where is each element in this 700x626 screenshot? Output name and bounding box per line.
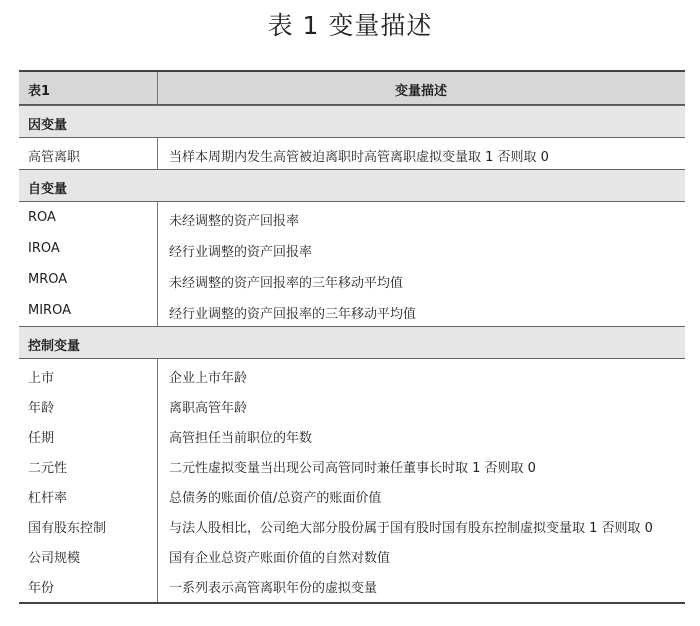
variable-description: 未经调整的资产回报率的三年移动平均值 xyxy=(169,276,404,291)
variable-name: 高管离职 xyxy=(28,150,81,165)
variable-description: 总债务的账面价值/总资产的账面价值 xyxy=(169,491,382,506)
variable-name: MIROA xyxy=(28,303,71,318)
table-row xyxy=(19,539,685,570)
header-col-description: 变量描述 xyxy=(394,84,447,99)
variable-description: 高管担任当前职位的年数 xyxy=(169,431,313,446)
variable-name: 公司规模 xyxy=(28,551,81,566)
table-row xyxy=(19,479,685,510)
variable-description: 离职高管年龄 xyxy=(169,401,248,416)
variable-name: 杠杆率 xyxy=(28,491,68,506)
table-row xyxy=(19,419,685,450)
table-row xyxy=(19,389,685,420)
table-header-row xyxy=(19,72,685,105)
section-independent-variable xyxy=(19,169,685,202)
variable-description: 国有企业总资产账面价值的自然对数值 xyxy=(169,551,391,566)
variable-name: 年份 xyxy=(28,581,55,596)
table-title: 表 1 变量描述 xyxy=(267,11,433,40)
table-row xyxy=(19,509,685,540)
section-label: 控制变量 xyxy=(28,339,81,354)
table-row xyxy=(19,449,685,480)
variable-name: 上市 xyxy=(28,371,55,386)
variable-description: 与法人股相比，公司绝大部分股份属于国有股时国有股东控制虚拟变量取 1 否则取 0 xyxy=(169,521,653,536)
variable-description: 二元性虚拟变量当出现公司高管同时兼任董事长时取 1 否则取 0 xyxy=(169,461,536,476)
variable-name: 年龄 xyxy=(28,401,55,416)
variable-description: 未经调整的资产回报率 xyxy=(169,214,300,229)
variable-table xyxy=(19,70,685,604)
section-label: 因变量 xyxy=(28,118,68,133)
table-row xyxy=(19,264,685,295)
variable-description: 经行业调整的资产回报率 xyxy=(169,245,313,260)
table-row xyxy=(19,233,685,264)
section-dependent-variable xyxy=(19,105,685,138)
variable-name: 国有股东控制 xyxy=(28,521,107,536)
table-row xyxy=(19,295,685,326)
table-row xyxy=(19,202,685,233)
variable-name: 任期 xyxy=(28,431,55,446)
section-label: 自变量 xyxy=(28,182,68,197)
variable-name: ROA xyxy=(28,210,56,225)
variable-description: 经行业调整的资产回报率的三年移动平均值 xyxy=(169,307,417,322)
table-row xyxy=(19,359,685,390)
variable-description: 当样本周期内发生高管被迫离职时高管离职虚拟变量取 1 否则取 0 xyxy=(169,150,549,165)
table-row xyxy=(19,569,685,600)
section-control-variable xyxy=(19,326,685,359)
variable-description: 一系列表示高管离职年份的虚拟变量 xyxy=(169,581,378,596)
header-col-label: 表1 xyxy=(28,84,51,99)
table-row xyxy=(19,138,685,169)
variable-description: 企业上市年龄 xyxy=(169,371,248,386)
variable-name: MROA xyxy=(28,272,68,287)
variable-name: IROA xyxy=(28,241,60,256)
column-divider xyxy=(157,72,158,105)
variable-name: 二元性 xyxy=(28,461,68,476)
